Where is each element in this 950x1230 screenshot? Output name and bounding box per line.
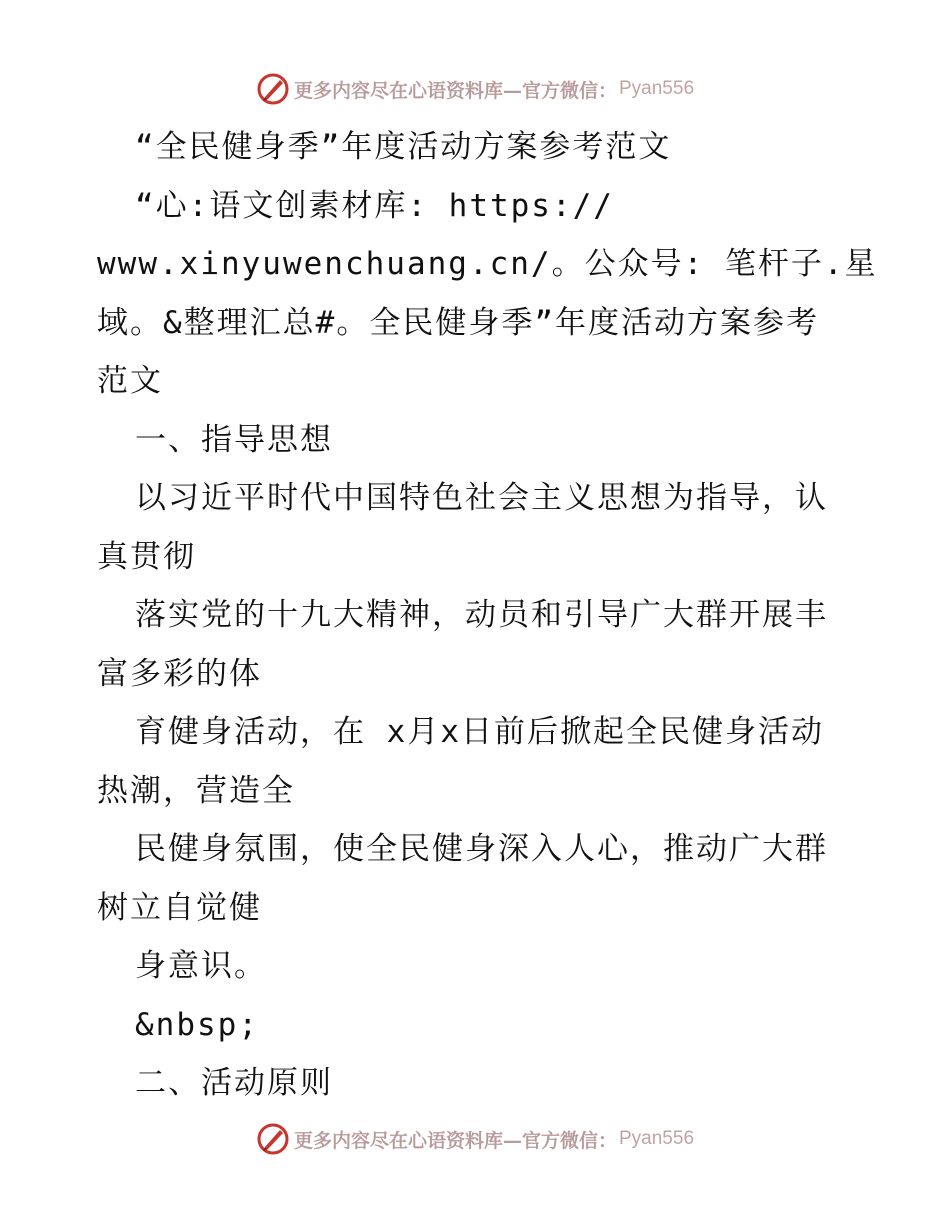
doc-line: “心:语文创素材库: https:// (135, 187, 614, 224)
doc-line: 热潮，营造全 (97, 772, 295, 809)
watermark-text: 更多内容尽在心语资料库—官方微信： (293, 1129, 617, 1152)
watermark-id: Pyan556 (619, 1128, 695, 1149)
doc-line: www.xinyuwenchuang.cn/。公众号: 笔杆子.星 (97, 246, 878, 282)
doc-line: 民健身氛围，使全民健身深入人心，推动广大群 (135, 831, 828, 867)
doc-line: 富多彩的体 (97, 655, 262, 692)
section-heading: 二、活动原则 (135, 1065, 333, 1101)
doc-line: “全民健身季”年度活动方案参考范文 (135, 129, 672, 165)
watermark-text: 更多内容尽在心语资料库—官方微信： (293, 79, 617, 102)
document-body (97, 118, 878, 1113)
doc-line: 树立自觉健 (97, 889, 262, 926)
doc-line: 域。&整理汇总#。全民健身季”年度活动方案参考 (97, 304, 819, 341)
doc-line: &nbsp; (135, 1006, 259, 1043)
doc-line: 以习近平时代中国特色社会主义思想为指导，认 (135, 480, 828, 516)
quill-logo-icon (256, 72, 290, 106)
quill-logo-icon (256, 1122, 290, 1156)
doc-line: 范文 (97, 363, 163, 399)
doc-line: 落实党的十九大精神，动员和引导广大群开展丰 (135, 597, 828, 633)
doc-line: 身意识。 (135, 948, 267, 984)
watermark-header (0, 67, 950, 111)
watermark-footer (0, 1117, 950, 1161)
doc-line: 育健身活动，在 x月x日前后掀起全民健身活动 (135, 714, 824, 750)
doc-line: 真贯彻 (97, 538, 196, 575)
section-heading: 一、指导思想 (135, 421, 333, 458)
watermark-id: Pyan556 (619, 78, 695, 99)
